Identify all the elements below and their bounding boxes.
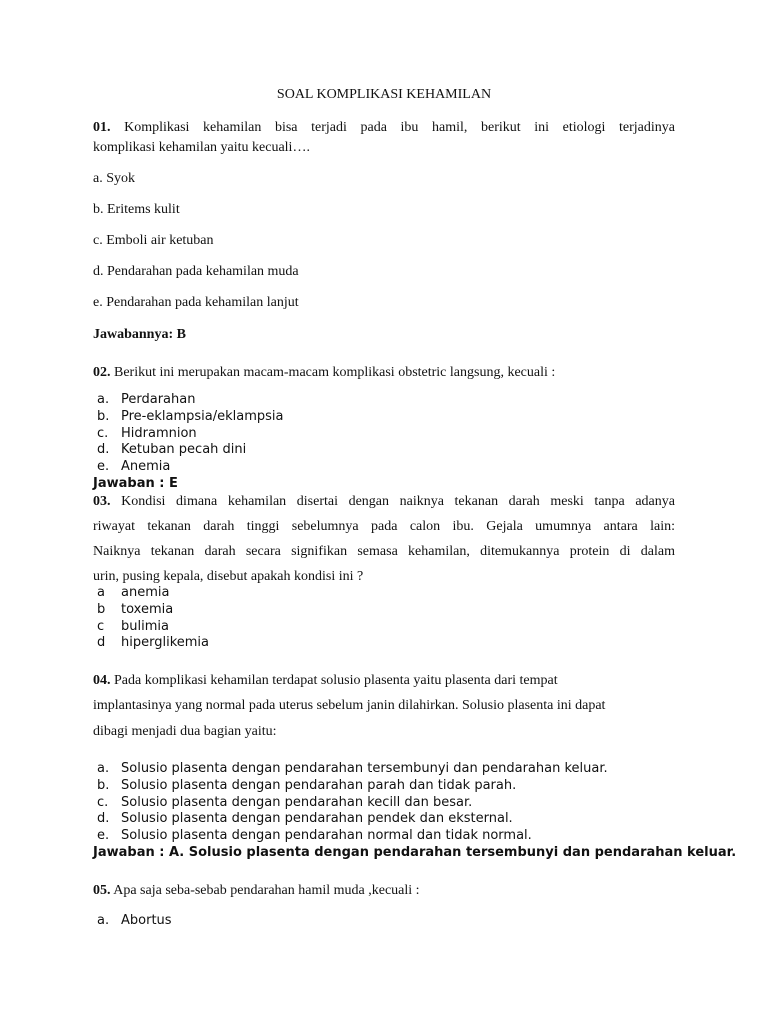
q3-marker-a: a: [97, 585, 105, 600]
q2-marker-c: c.: [97, 425, 109, 441]
q4-marker-b: b.: [97, 777, 110, 793]
q2-answer: Jawaban : E: [93, 476, 178, 491]
list-item: [97, 795, 608, 812]
q4-line-3: dibagi menjadi dua bagian yaitu:: [93, 724, 277, 739]
q1-line-1: [93, 120, 675, 136]
q1-option-c: c. Emboli air ketuban: [93, 233, 214, 248]
list-item: [97, 459, 283, 476]
q5-option-a: Abortus: [121, 913, 172, 928]
q2-marker-a: a.: [97, 392, 110, 407]
q4-marker-e: e.: [97, 828, 110, 844]
list-item: [97, 635, 209, 652]
list-item: [97, 585, 209, 602]
list-item: [97, 602, 209, 619]
q4-option-d: Solusio plasenta dengan pendarahan pendek dan eksternal.: [121, 811, 513, 827]
q3-line-3: Naiknya tekanan darah secara signifikan semasa kehamilan, ditemukannya protein di dalam: [93, 544, 675, 559]
q4-options: [97, 761, 608, 845]
q5-options: [97, 913, 172, 930]
q2-marker-e: e.: [97, 459, 110, 475]
q5-number: 05.: [93, 883, 111, 898]
q3-option-a: anemia: [121, 585, 170, 600]
list-item: [97, 619, 209, 636]
q4-line-2: implantasinya yang normal pada uterus sebelum janin dilahirkan. Solusio plasenta ini dapat: [93, 698, 606, 713]
q1-option-a: a. Syok: [93, 171, 135, 186]
q1-answer: Jawabannya: B: [93, 327, 186, 342]
q1-option-b: b. Eritems kulit: [93, 202, 180, 217]
q2-option-e: Anemia: [121, 459, 171, 475]
q3-marker-d: d: [97, 635, 106, 651]
q3-marker-b: b: [97, 601, 106, 617]
q2-option-b: Pre-eklampsia/eklampsia: [121, 408, 284, 424]
q5-line: [93, 883, 675, 899]
q2-number: 02.: [93, 365, 111, 380]
document-title: SOAL KOMPLIKASI KEHAMILAN: [276, 87, 492, 102]
q3-text-1: Kondisi dimana kehamilan disertai dengan naiknya tekanan darah meski tanpa adanya: [121, 494, 675, 509]
q2-option-c: Hidramnion: [121, 425, 197, 441]
list-item: [97, 913, 172, 930]
list-item: [97, 778, 608, 795]
q4-answer: Jawaban : A. Solusio plasenta dengan pendarahan tersembunyi dan pendarahan keluar.: [93, 845, 737, 860]
q1-line-2: komplikasi kehamilan yaitu kecuali….: [93, 140, 310, 155]
q3-marker-c: c: [97, 618, 105, 634]
q4-number: 04.: [93, 673, 111, 688]
list-item: [97, 426, 283, 443]
q3-option-b: toxemia: [121, 601, 174, 617]
q1-option-d: d. Pendarahan pada kehamilan muda: [93, 264, 299, 279]
q4-text-1: Pada komplikasi kehamilan terdapat solusio plasenta yaitu plasenta dari tempat: [114, 673, 558, 688]
q1-number: 01.: [93, 120, 111, 135]
q3-option-c: bulimia: [121, 618, 169, 634]
list-item: [97, 392, 283, 409]
q5-marker-a: a.: [97, 913, 110, 928]
q4-option-b: Solusio plasenta dengan pendarahan parah dan tidak parah.: [121, 777, 517, 793]
q2-options: [97, 392, 283, 476]
q2-marker-b: b.: [97, 408, 110, 424]
q4-marker-c: c.: [97, 794, 109, 810]
q1-text-1: Komplikasi kehamilan bisa terjadi pada ibu hamil, berikut ini etiologi terjadinya: [124, 120, 675, 135]
q5-text: Apa saja seba-sebab pendarahan hamil muda ,kecuali :: [113, 883, 420, 898]
list-item: [97, 442, 283, 459]
q3-options: [97, 585, 209, 652]
list-item: [97, 828, 608, 845]
q3-number: 03.: [93, 494, 111, 509]
q4-option-a: Solusio plasenta dengan pendarahan tersembunyi dan pendarahan keluar.: [121, 761, 608, 776]
q2-option-a: Perdarahan: [121, 392, 196, 407]
q2-text: Berikut ini merupakan macam-macam komplikasi obstetric langsung, kecuali :: [114, 365, 556, 380]
list-item: [97, 811, 608, 828]
q3-line-2: riwayat tekanan darah tinggi sebelumnya pada calon ibu. Gejala umumnya antara lain:: [93, 519, 675, 534]
q2-marker-d: d.: [97, 442, 110, 458]
q4-line-1: [93, 673, 675, 689]
q3-line-4: urin, pusing kepala, disebut apakah kondisi ini ?: [93, 569, 364, 584]
q2-line: [93, 365, 675, 381]
list-item: [97, 761, 608, 778]
q4-option-c: Solusio plasenta dengan pendarahan kecill dan besar.: [121, 794, 473, 810]
q3-option-d: hiperglikemia: [121, 635, 209, 651]
q1-option-e: e. Pendarahan pada kehamilan lanjut: [93, 295, 299, 310]
q2-option-d: Ketuban pecah dini: [121, 442, 247, 458]
q4-marker-a: a.: [97, 761, 110, 776]
q3-line-1: [93, 494, 675, 510]
q4-option-e: Solusio plasenta dengan pendarahan normal dan tidak normal.: [121, 828, 532, 844]
q4-marker-d: d.: [97, 811, 110, 827]
list-item: [97, 409, 283, 426]
